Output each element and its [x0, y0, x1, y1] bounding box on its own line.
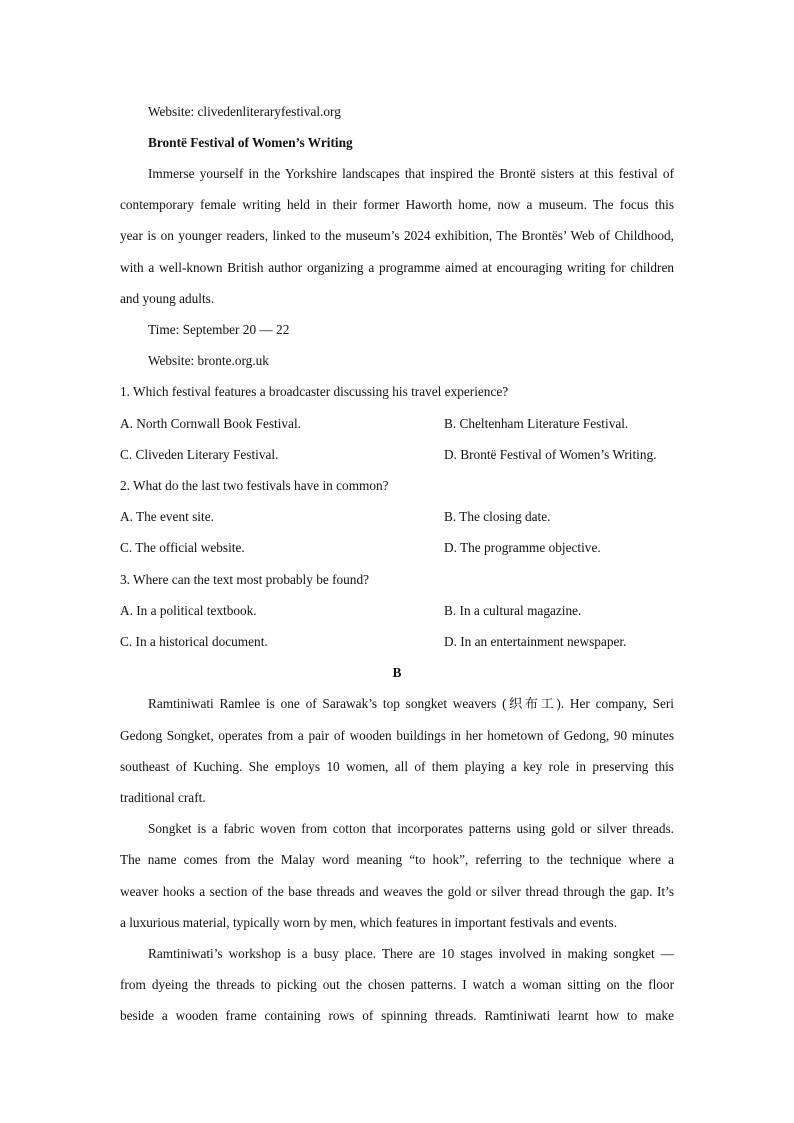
- cliveden-website: Website: clivedenliteraryfestival.org: [148, 104, 341, 119]
- bronte-paragraph-line: Immerse yourself in the Yorkshire landscapes that inspired the Brontë sisters at this festival of: [148, 166, 674, 181]
- question-1-option-c: C. Cliveden Literary Festival.: [120, 447, 279, 462]
- question-1-stem: 1. Which festival features a broadcaster discussing his travel experience?: [120, 384, 509, 399]
- question-2-option-d: D. The programme objective.: [444, 540, 601, 555]
- section-b-paragraph-line: Ramtiniwati Ramlee is one of Sarawak’s top songket weavers (织布工). Her company, Seri: [148, 696, 674, 711]
- section-b-paragraph-line: Songket is a fabric woven from cotton that incorporates patterns using gold or silver threads.: [148, 821, 674, 836]
- bronte-festival-title: Brontë Festival of Women’s Writing: [148, 135, 353, 150]
- question-3-option-b: B. In a cultural magazine.: [444, 603, 582, 618]
- section-b-paragraph-line: beside a wooden frame containing rows of spinning threads. Ramtiniwati learnt how to make: [120, 1008, 674, 1023]
- section-b-paragraph-line: southeast of Kuching. She employs 10 women, all of them playing a key role in preserving this: [120, 759, 674, 774]
- bronte-paragraph-line: and young adults.: [120, 291, 215, 306]
- question-3-option-a: A. In a political textbook.: [120, 603, 257, 618]
- bronte-time: Time: September 20 — 22: [148, 322, 290, 337]
- section-b-paragraph-line: Ramtiniwati’s workshop is a busy place. There are 10 stages involved in making songket —: [148, 946, 674, 961]
- question-2-option-c: C. The official website.: [120, 540, 245, 555]
- section-b-paragraph-line: from dyeing the threads to picking out the chosen patterns. I watch a woman sitting on the floor: [120, 977, 674, 992]
- question-3-option-d: D. In an entertainment newspaper.: [444, 634, 627, 649]
- bronte-website: Website: bronte.org.uk: [148, 353, 269, 368]
- section-b-paragraph-line: a luxurious material, typically worn by men, which features in important festivals and events.: [120, 915, 618, 930]
- question-2-option-b: B. The closing date.: [444, 509, 551, 524]
- question-1-option-a: A. North Cornwall Book Festival.: [120, 416, 301, 431]
- section-b-paragraph-line: weaver hooks a section of the base threads and weaves the gold or silver thread through the gap. It’s: [120, 884, 674, 899]
- section-b-heading: B: [392, 665, 402, 680]
- question-3-option-c: C. In a historical document.: [120, 634, 268, 649]
- question-3-stem: 3. Where can the text most probably be found?: [120, 572, 369, 587]
- section-b-paragraph-line: The name comes from the Malay word meaning “to hook”, referring to the technique where a: [120, 852, 674, 867]
- bronte-paragraph-line: contemporary female writing held in their former Haworth home, now a museum. The focus this: [120, 197, 674, 212]
- bronte-paragraph-line: with a well-known British author organizing a programme aimed at encouraging writing for children: [120, 260, 674, 275]
- section-b-paragraph-line: Gedong Songket, operates from a pair of wooden buildings in her hometown of Gedong, 90 minutes: [120, 728, 674, 743]
- question-2-option-a: A. The event site.: [120, 509, 214, 524]
- bronte-paragraph-line: year is on younger readers, linked to the museum’s 2024 exhibition, The Brontës’ Web of Childhood,: [120, 228, 674, 243]
- question-1-option-b: B. Cheltenham Literature Festival.: [444, 416, 629, 431]
- section-b-paragraph-line: traditional craft.: [120, 790, 206, 805]
- question-1-option-d: D. Brontë Festival of Women’s Writing.: [444, 447, 657, 462]
- question-2-stem: 2. What do the last two festivals have in common?: [120, 478, 389, 493]
